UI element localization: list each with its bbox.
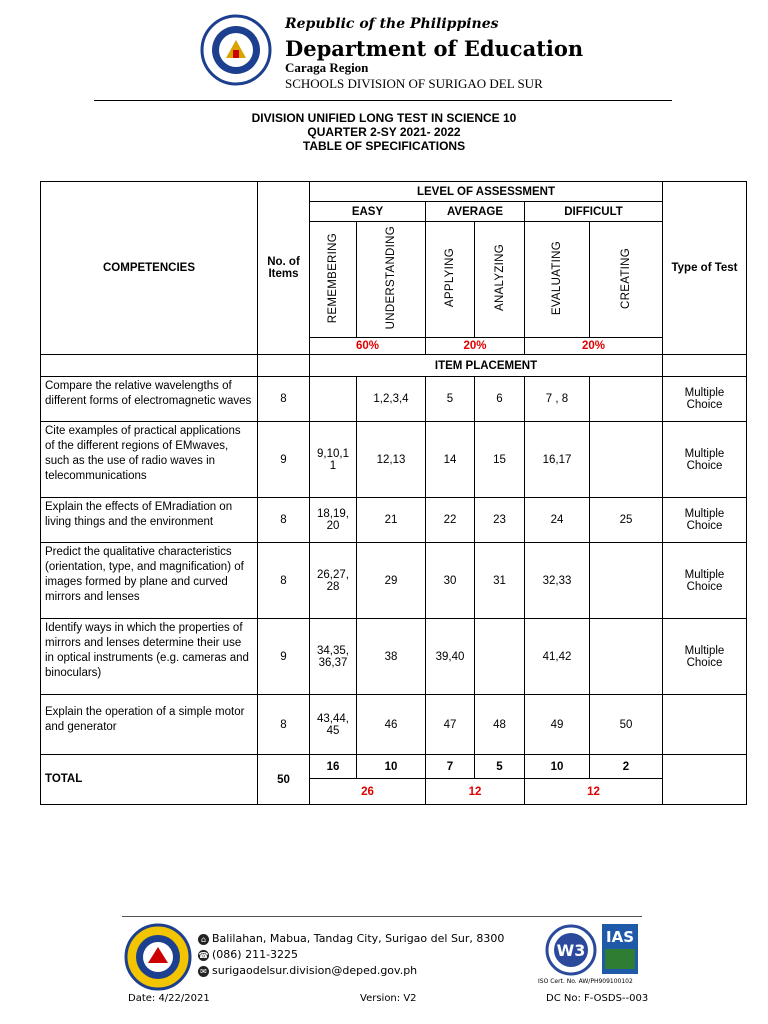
competency-cell: Compare the relative wavelengths of different forms of electromagnetic waves [41,377,258,422]
type-cell: Multiple Choice [663,422,747,498]
items-cell: 8 [258,498,310,543]
analyzing-label: ANALYZING [493,244,506,312]
applying-cell: 14 [426,422,475,498]
phone-text: (086) 211-3225 [212,948,299,961]
items-cell: 8 [258,695,310,755]
table-row [41,498,747,543]
analyzing-cell: 31 [475,543,525,619]
remembering-label: REMEMBERING [327,232,339,324]
analyzing-cell: 48 [475,695,525,755]
footer-divider [122,916,642,917]
remembering-cell: 18,19, 20 [310,498,357,543]
average-subtotal: 12 [426,779,525,805]
creating-header [590,222,663,338]
applying-header [426,222,475,338]
difficult-percentage: 20% [525,338,663,355]
title-line-2: QUARTER 2-SY 2021- 2022 [307,125,461,139]
total-type-cell [663,755,747,805]
items-header: No. of Items [258,182,310,355]
email-text: surigaodelsur.division@deped.gov.ph [212,964,418,977]
header-region: Caraga Region [285,60,369,75]
difficult-subtotal: 12 [525,779,663,805]
deped-seal-logo [200,14,272,86]
document-title [0,111,768,153]
competency-cell: Explain the effects of EMradiation on living things and the environment [41,498,258,543]
easy-header: EASY [310,202,426,222]
creating-cell [590,619,663,695]
evaluating-label: EVALUATING [551,240,563,316]
analyzing-cell: 15 [475,422,525,498]
items-cell: 8 [258,543,310,619]
home-icon: ⌂ [198,934,209,945]
understanding-cell: 46 [357,695,426,755]
applying-cell: 39,40 [426,619,475,695]
spacer-cell [663,355,747,377]
footer-version: Version: V2 [360,993,417,1004]
specifications-table [40,181,747,805]
title-line-1: DIVISION UNIFIED LONG TEST IN SCIENCE 10 [251,111,517,125]
total-items: 50 [258,755,310,805]
total-label: TOTAL [41,755,258,805]
header-republic: Republic of the Philippines [285,16,499,32]
remembering-cell: 26,27, 28 [310,543,357,619]
understanding-cell: 29 [357,543,426,619]
w3-certification-logo [542,924,600,976]
footer-email [198,964,417,977]
item-placement-header: ITEM PLACEMENT [310,355,663,377]
phone-icon: ☎ [198,950,209,960]
evaluating-cell: 32,33 [525,543,590,619]
total-remembering: 16 [310,755,357,779]
applying-cell: 22 [426,498,475,543]
creating-cell [590,543,663,619]
applying-label: APPLYING [444,248,456,308]
ias-text: IAS [606,928,634,946]
footer-phone [198,948,298,961]
type-cell [663,695,747,755]
analyzing-header [475,222,525,338]
division-seal-logo [124,923,192,991]
evaluating-header [525,222,590,338]
creating-cell [590,377,663,422]
address-text: Balilahan, Mabua, Tandag City, Surigao del Sur, 8300 [212,932,505,945]
applying-cell: 47 [426,695,475,755]
table-row [41,422,747,498]
competency-cell: Cite examples of practical applications of the different regions of EMwaves, such as the use of radio waves in telecommunications [41,422,258,498]
header-division: SCHOOLS DIVISION OF SURIGAO DEL SUR [285,76,543,91]
evaluating-cell: 16,17 [525,422,590,498]
creating-label: CREATING [620,247,632,309]
footer-dc-number: DC No: F-OSDS--003 [546,993,649,1004]
understanding-cell: 38 [357,619,426,695]
competency-cell: Identify ways in which the properties of mirrors and lenses determine their use in optical instruments (e.g. cameras and binoculars) [41,619,258,695]
understanding-label: UNDERSTANDING [385,226,397,330]
understanding-cell: 1,2,3,4 [357,377,426,422]
iso-cert-number: ISO Cert. No. AW/PH909100102 [538,978,633,985]
evaluating-cell: 41,42 [525,619,590,695]
easy-subtotal: 26 [310,779,426,805]
creating-cell: 50 [590,695,663,755]
email-icon: ✉ [198,966,209,977]
easy-percentage: 60% [310,338,426,355]
average-percentage: 20% [426,338,525,355]
footer-date: Date: 4/22/2021 [128,993,210,1004]
header-divider [94,100,672,101]
understanding-cell: 21 [357,498,426,543]
remembering-cell: 34,35, 36,37 [310,619,357,695]
type-of-test-header: Type of Test [663,182,747,355]
total-creating: 2 [590,755,663,779]
difficult-header: DIFFICULT [525,202,663,222]
table-row [41,543,747,619]
creating-cell [590,422,663,498]
level-assessment-header: LEVEL OF ASSESSMENT [310,182,663,202]
spacer-cell [258,355,310,377]
table-row [41,695,747,755]
understanding-header [357,222,426,338]
evaluating-cell: 7 , 8 [525,377,590,422]
average-header: AVERAGE [426,202,525,222]
creating-cell: 25 [590,498,663,543]
type-cell: Multiple Choice [663,619,747,695]
svg-text:W3: W3 [556,941,586,960]
evaluating-cell: 24 [525,498,590,543]
total-understanding: 10 [357,755,426,779]
total-analyzing: 5 [475,755,525,779]
type-cell: Multiple Choice [663,543,747,619]
ias-accredited-logo [602,924,638,974]
analyzing-cell: 6 [475,377,525,422]
applying-cell: 30 [426,543,475,619]
remembering-header [310,222,357,338]
analyzing-cell: 23 [475,498,525,543]
table-row [41,619,747,695]
remembering-cell [310,377,357,422]
competency-cell: Explain the operation of a simple motor and generator [41,695,258,755]
items-cell: 9 [258,422,310,498]
total-evaluating: 10 [525,755,590,779]
understanding-cell: 12,13 [357,422,426,498]
evaluating-cell: 49 [525,695,590,755]
competency-cell: Predict the qualitative characteristics (orientation, type, and magnification) of images formed by plane and curved mirrors and lenses [41,543,258,619]
type-cell: Multiple Choice [663,377,747,422]
table-row [41,377,747,422]
total-applying: 7 [426,755,475,779]
footer-address [198,932,504,945]
spacer-cell [41,355,258,377]
remembering-cell: 9,10,1 1 [310,422,357,498]
total-row [41,755,747,779]
items-cell: 8 [258,377,310,422]
header-department: Department of Education [285,36,584,61]
title-line-3: TABLE OF SPECIFICATIONS [302,139,466,153]
analyzing-cell [475,619,525,695]
competencies-header: COMPETENCIES [41,182,258,355]
remembering-cell: 43,44, 45 [310,695,357,755]
applying-cell: 5 [426,377,475,422]
items-cell: 9 [258,619,310,695]
type-cell: Multiple Choice [663,498,747,543]
